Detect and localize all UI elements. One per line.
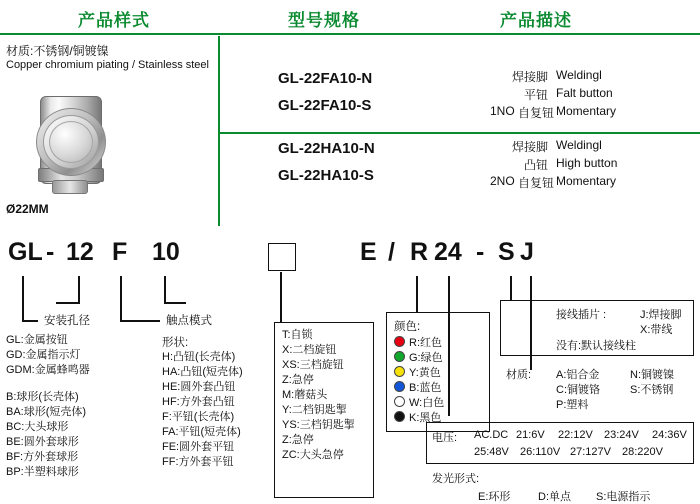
shape-item-2: HE:圆外套凸钮 bbox=[162, 381, 236, 393]
material-item-2: C:铜镀铬 bbox=[556, 384, 600, 396]
leader-terminal-v bbox=[510, 276, 512, 300]
pn-seg-dash1: - bbox=[46, 238, 55, 266]
pn-seg-terminal: J bbox=[520, 238, 534, 266]
pn-seg-slash: / bbox=[388, 238, 395, 266]
shape-item-4: F:平钮(长壳体) bbox=[162, 411, 235, 423]
color-swatch-green bbox=[394, 351, 405, 362]
leader-contact-h bbox=[164, 302, 186, 304]
color-swatch-yellow bbox=[394, 366, 405, 377]
contact-item-1: X:二档旋钮 bbox=[282, 344, 337, 356]
material-item-0: A:铝合金 bbox=[556, 369, 600, 381]
part-number-row bbox=[0, 238, 700, 274]
model-code-3: GL-22HA10-N bbox=[278, 140, 375, 157]
desc1-line1-cn: 焊接脚 bbox=[512, 70, 549, 84]
material-item-1: N:铜镀镍 bbox=[630, 369, 674, 381]
material-en: Copper chromium piating / Stainless steel bbox=[6, 59, 209, 71]
callout-mount-hole: 安装孔径 bbox=[44, 315, 90, 327]
contact-item-7: Z:急停 bbox=[282, 434, 314, 446]
color-item-1 bbox=[394, 351, 490, 366]
terminal-item-0: J:焊接脚 bbox=[640, 309, 682, 321]
desc1-line1-en: Weldingl bbox=[556, 68, 602, 82]
desc1-line3-en: Momentary bbox=[556, 104, 617, 118]
voltage-r1-3: 24:36V bbox=[652, 429, 687, 441]
terminal-item-1: X:带线 bbox=[640, 324, 673, 336]
model-code-2: GL-22FA10-S bbox=[278, 97, 372, 114]
light-item-0: E:环形 bbox=[478, 491, 511, 503]
voltage-r2-0: 25:48V bbox=[474, 446, 509, 458]
color-item-2 bbox=[394, 366, 490, 381]
contact-item-5: Y:二档钥匙掣 bbox=[282, 404, 347, 416]
color-item-3 bbox=[394, 381, 490, 396]
pn-seg-shape: F bbox=[112, 238, 128, 266]
header-col-product-style: 产品样式 bbox=[78, 11, 150, 30]
push-button-image bbox=[22, 88, 116, 192]
pn-seg-contact: 10 bbox=[152, 238, 180, 266]
model-code-4: GL-22HA10-S bbox=[278, 167, 374, 184]
shape-item-5: FA:平钮(短壳体) bbox=[162, 426, 241, 438]
material-label: 材质: bbox=[506, 369, 532, 381]
vertical-divider bbox=[218, 36, 220, 226]
color-text-0: R:红色 bbox=[409, 337, 442, 349]
light-item-1: D:单点 bbox=[538, 491, 571, 503]
color-item-0 bbox=[394, 336, 490, 351]
contact-list bbox=[282, 328, 372, 463]
desc2-line3-en: Momentary bbox=[556, 174, 617, 188]
pn-seg-material: S bbox=[498, 238, 515, 266]
leader-mode-v bbox=[280, 272, 282, 322]
material-item-3: S:不锈钢 bbox=[630, 384, 674, 396]
header-col-model-spec: 型号规格 bbox=[288, 11, 360, 30]
desc1-line3-cn: 自复钮 bbox=[518, 106, 555, 120]
voltage-r1-1: 22:12V bbox=[558, 429, 593, 441]
head-type-list bbox=[6, 390, 138, 480]
terminal-item-2: 没有:默认接线柱 bbox=[556, 340, 637, 352]
color-swatch-black bbox=[394, 411, 405, 422]
color-text-4: W:白色 bbox=[409, 397, 445, 409]
contact-item-3: Z:急停 bbox=[282, 374, 314, 386]
middle-divider bbox=[218, 132, 700, 134]
voltage-r2-3: 28:220V bbox=[622, 446, 663, 458]
contact-item-0: T:自锁 bbox=[282, 329, 313, 341]
shape-item-0: H:凸钮(长壳体) bbox=[162, 351, 236, 363]
leader-series-h bbox=[22, 320, 38, 322]
voltage-r1-2: 23:24V bbox=[604, 429, 639, 441]
voltage-label: 电压: bbox=[432, 432, 458, 444]
pn-seg-light: E bbox=[360, 238, 377, 266]
shape-label: 形状: bbox=[162, 337, 189, 349]
color-text-3: B:蓝色 bbox=[409, 382, 442, 394]
leader-shape-v bbox=[120, 276, 122, 322]
shape-item-7: FF:方外套平钮 bbox=[162, 456, 234, 468]
model-code-1: GL-22FA10-N bbox=[278, 70, 373, 87]
callout-contact-mode: 触点模式 bbox=[166, 315, 212, 327]
material-item-4: P:塑料 bbox=[556, 399, 589, 411]
color-swatch-blue bbox=[394, 381, 405, 392]
head-type-item-5: BP:半塑料球形 bbox=[6, 466, 79, 478]
terminal-label: 接线插片 : bbox=[556, 309, 607, 321]
contact-item-8: ZC:大头急停 bbox=[282, 449, 344, 461]
button-cap bbox=[49, 121, 93, 163]
voltage-r2-2: 27:127V bbox=[570, 446, 611, 458]
head-type-item-4: BF:方外套球形 bbox=[6, 451, 79, 463]
leader-size-h bbox=[56, 302, 80, 304]
color-swatch-white bbox=[394, 396, 405, 407]
voltage-prefix: AC.DC bbox=[474, 429, 509, 441]
shape-item-6: FE:圆外套平钮 bbox=[162, 441, 235, 453]
leader-shape-h bbox=[120, 320, 160, 322]
leader-series-v bbox=[22, 276, 24, 322]
color-item-4 bbox=[394, 396, 490, 411]
header-divider bbox=[0, 33, 700, 35]
desc2-contact: 2NO bbox=[490, 174, 515, 188]
color-list bbox=[394, 336, 490, 426]
head-type-item-2: BC:大头球形 bbox=[6, 421, 69, 433]
desc2-line2-en: High button bbox=[556, 156, 618, 170]
diameter-label: Ø22MM bbox=[6, 202, 49, 216]
desc1-contact: 1NO bbox=[490, 104, 515, 118]
series-list bbox=[6, 333, 136, 378]
leader-size-v bbox=[78, 276, 80, 304]
voltage-r2-1: 26:110V bbox=[520, 446, 561, 458]
header-col-product-description: 产品描述 bbox=[500, 11, 572, 30]
pn-seg-color: R bbox=[410, 238, 429, 266]
contact-item-4: M:蘑菇头 bbox=[282, 389, 328, 401]
head-type-item-0: B:球形(长壳体) bbox=[6, 391, 79, 403]
desc2-line2-cn: 凸钮 bbox=[524, 158, 549, 172]
head-type-item-3: BE:圆外套球形 bbox=[6, 436, 79, 448]
color-text-5: K:黑色 bbox=[409, 412, 442, 424]
series-item-1: GD:金属指示灯 bbox=[6, 349, 81, 361]
contact-item-6: YS:三档钥匙掣 bbox=[282, 419, 355, 431]
material-cn: 材质:不锈钢/铜镀镍 bbox=[6, 44, 109, 58]
pn-seg-size: 12 bbox=[66, 238, 94, 266]
button-terminal bbox=[52, 180, 88, 194]
color-text-1: G:绿色 bbox=[409, 352, 443, 364]
desc2-line1-cn: 焊接脚 bbox=[512, 140, 549, 154]
light-item-2: S:电源指示 bbox=[596, 491, 651, 503]
shape-list bbox=[162, 350, 274, 470]
color-swatch-red bbox=[394, 336, 405, 347]
pn-seg-voltage: 24 bbox=[434, 238, 462, 266]
desc2-line3-cn: 自复钮 bbox=[518, 176, 555, 190]
head-type-item-1: BA:球形(短壳体) bbox=[6, 406, 87, 418]
voltage-r1-0: 21:6V bbox=[516, 429, 545, 441]
contact-item-2: XS:三档旋钮 bbox=[282, 359, 344, 371]
desc2-line1-en: Weldingl bbox=[556, 138, 602, 152]
desc1-line2-cn: 平钮 bbox=[524, 88, 549, 102]
color-label: 颜色: bbox=[394, 321, 421, 333]
series-item-0: GL:金属按钮 bbox=[6, 334, 68, 346]
shape-item-3: HF:方外套凸钮 bbox=[162, 396, 235, 408]
series-item-2: GDM:金属蜂鸣器 bbox=[6, 364, 90, 376]
desc1-line2-en: Falt button bbox=[556, 86, 613, 100]
pn-seg-mode-box bbox=[268, 243, 296, 271]
leader-color-v bbox=[416, 276, 418, 312]
pn-seg-dash2: - bbox=[476, 238, 485, 266]
light-label: 发光形式: bbox=[432, 473, 480, 485]
color-text-2: Y:黄色 bbox=[409, 367, 441, 379]
shape-item-1: HA:凸钮(短壳体) bbox=[162, 366, 243, 378]
pn-seg-series: GL bbox=[8, 238, 43, 266]
leader-contact-v bbox=[164, 276, 166, 304]
header-row bbox=[0, 6, 700, 32]
